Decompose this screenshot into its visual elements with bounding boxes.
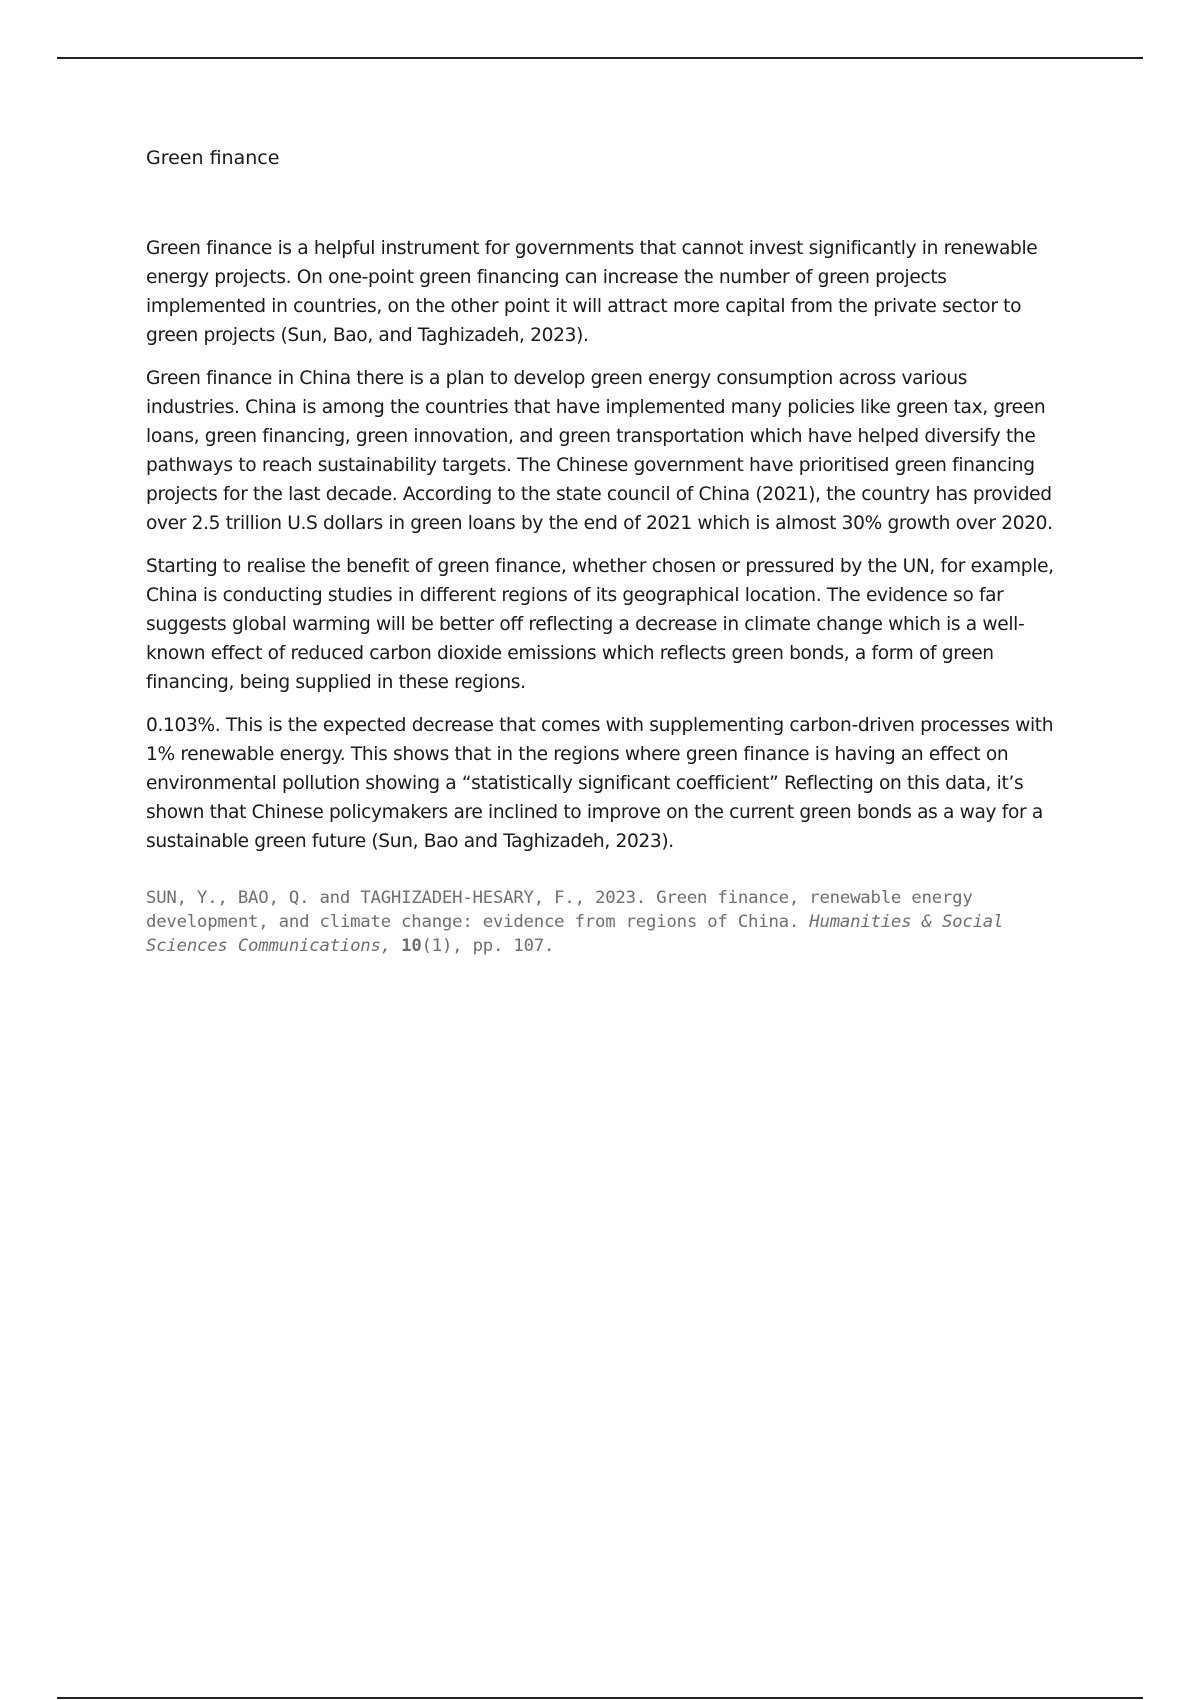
header-rule bbox=[57, 57, 1143, 59]
paragraph-2: Green finance in China there is a plan to develop green energy consumption across various industries. China is among the countries that have implemented many policies like green tax, green loans, green financing, green innovation, and green transportation which have helped diversify the pathways to reach sustainability targets. The Chinese government have prioritised green financing projects for the last decade. According to the state council of China (2021), the country has provided over 2.5 trillion U.S dollars in green loans by the end of 2021 which is almost 30% growth over 2020. bbox=[146, 368, 1053, 534]
reference-issue-pages: (1), pp. 107. bbox=[421, 936, 555, 956]
document-title: Green finance bbox=[146, 147, 280, 169]
reference-authors-title: SUN, Y., BAO, Q. and TAGHIZADEH-HESARY, F., 2023. Green finance, renewable energy development, and climate change: evidence from regions of China. bbox=[146, 888, 973, 932]
reference-journal: Humanities & Social Sciences Communications, bbox=[146, 912, 1004, 956]
paragraph-1: Green finance is a helpful instrument for governments that cannot invest significantly in renewable energy projects. On one-point green financing can increase the number of green projects implemented in countries, on the other point it will attract more capital from the private sector to green projects (Sun, Bao, and Taghizadeh, 2023). bbox=[146, 238, 1038, 346]
reference-entry bbox=[146, 886, 1066, 958]
document-body bbox=[146, 144, 1066, 958]
paragraph-3: Starting to realise the benefit of green finance, whether chosen or pressured by the UN, for example, China is conducting studies in different regions of its geographical location. The evidence so far suggests global warming will be better off reflecting a decrease in climate change which is a well-known effect of reduced carbon dioxide emissions which reflects green bonds, a form of green financing, being supplied in these regions. bbox=[146, 556, 1054, 693]
paragraph-4: 0.103%. This is the expected decrease that comes with supplementing carbon-driven processes with 1% renewable energy. This shows that in the regions where green finance is having an effect on environmental pollution showing a “statistically significant coefficient” Reflecting on this data, it’s shown that Chinese policymakers are inclined to improve on the current green bonds as a way for a sustainable green future (Sun, Bao and Taghizadeh, 2023). bbox=[146, 715, 1054, 852]
footer-rule bbox=[57, 1697, 1143, 1699]
reference-volume: 10 bbox=[401, 936, 422, 956]
